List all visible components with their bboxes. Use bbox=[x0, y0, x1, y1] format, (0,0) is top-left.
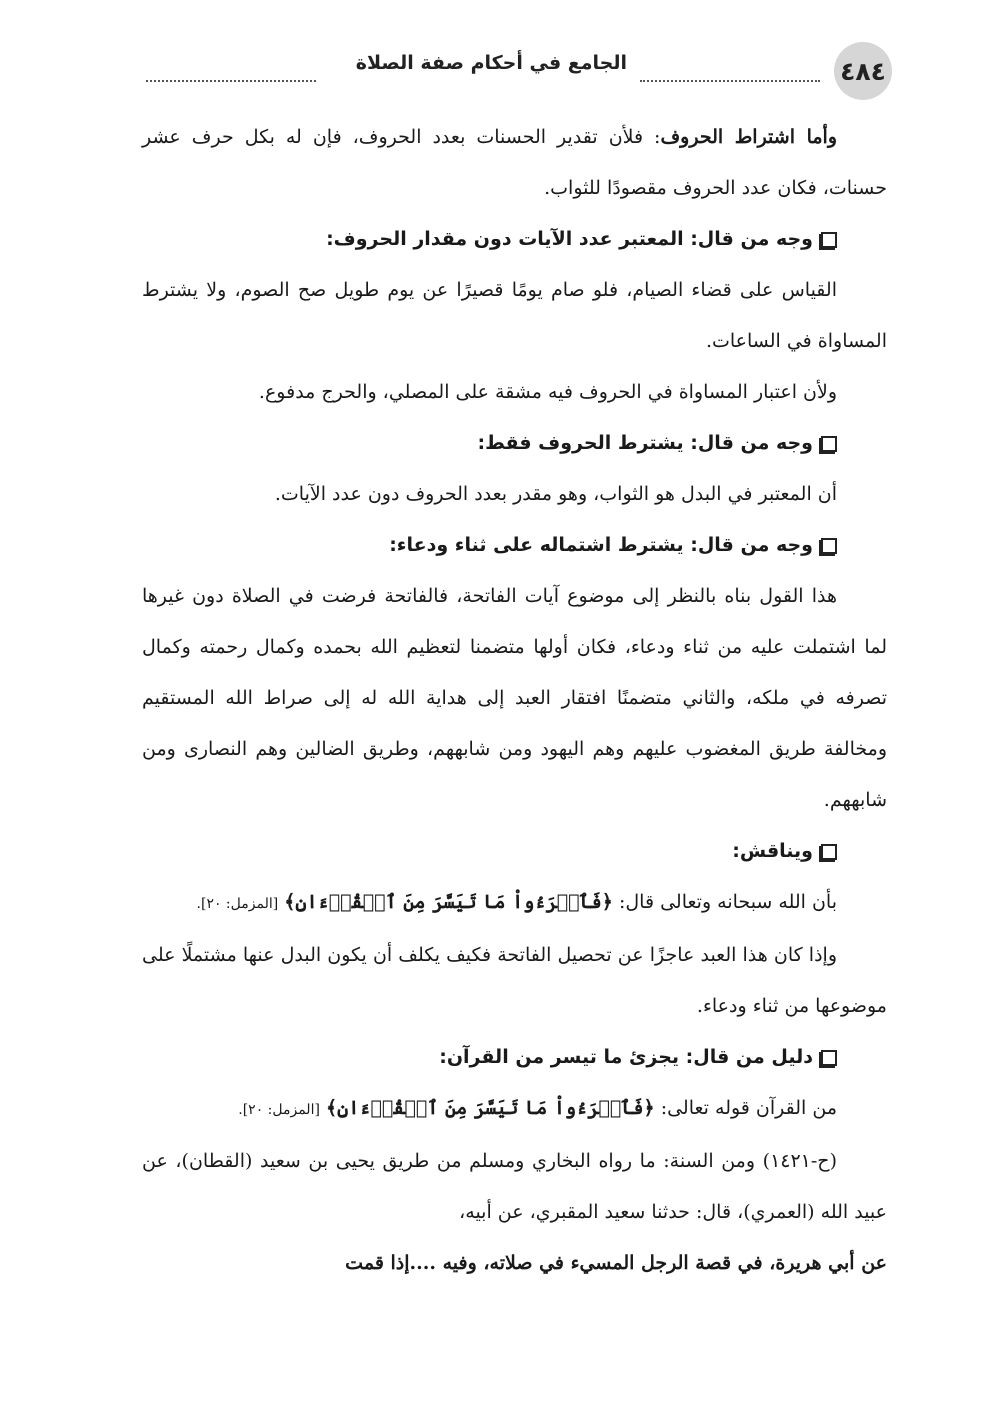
paragraph-hadith-chain: (ح-١٤٢١) ومن السنة: ما رواه البخاري ومسلم من طريق يحيى بن سعيد (القطان)، عن عبيد الله (العمري)، قال: حدثنا سعيد المقبري، عن أبيه، bbox=[142, 1150, 887, 1223]
section-heading-letters-only bbox=[142, 418, 887, 469]
paragraph-text: من القرآن قوله تعالى: bbox=[654, 1097, 837, 1119]
main-text bbox=[142, 112, 887, 1289]
paragraph-text: بأن الله سبحانه وتعالى قال: bbox=[612, 891, 837, 913]
heading-text: ويناقش: bbox=[732, 840, 813, 862]
heading-text: دليل من قال: يجزئ ما تيسر من القرآن: bbox=[439, 1046, 813, 1068]
quran-verse: ﴿فَٱقۡرَءُواْ مَا تَيَسَّرَ مِنَ ٱلۡقُرۡءَانِ﴾ bbox=[325, 1097, 655, 1119]
section-heading-praise-supplication bbox=[142, 520, 887, 571]
paragraph-lead-bold: وأما اشتراط الحروف bbox=[660, 126, 837, 148]
checkbox-bullet-icon bbox=[821, 844, 837, 860]
checkbox-bullet-icon bbox=[821, 1050, 837, 1066]
verse-reference: [المزمل: ٢٠]. bbox=[196, 896, 279, 912]
section-heading-whatever-easy bbox=[142, 1032, 887, 1083]
paragraph-incapable-servant: وإذا كان هذا العبد عاجزًا عن تحصيل الفاتحة فكيف يكلف أن يكون البدل عنها مشتملًا على موضوعها من ثناء ودعاء. bbox=[142, 944, 887, 1017]
heading-text: وجه من قال: يشترط الحروف فقط: bbox=[477, 432, 813, 454]
paragraph-hadith-text: عن أبي هريرة، في قصة الرجل المسيء في صلاته، وفيه ....إذا قمت bbox=[345, 1252, 887, 1274]
verse-reference: [المزمل: ٢٠]. bbox=[238, 1102, 320, 1118]
header-dotted-rule-right bbox=[640, 80, 820, 82]
heading-text: وجه من قال: يشترط اشتماله على ثناء ودعاء: bbox=[389, 534, 813, 556]
checkbox-bullet-icon bbox=[821, 232, 837, 248]
header-dotted-rule-left bbox=[146, 80, 316, 82]
checkbox-bullet-icon bbox=[821, 538, 837, 554]
paragraph-hardship: ولأن اعتبار المساواة في الحروف فيه مشقة على المصلي، والحرج مدفوع. bbox=[258, 381, 837, 403]
running-title: الجامع في أحكام صفة الصلاة bbox=[355, 52, 627, 74]
paragraph-reward: أن المعتبر في البدل هو الثواب، وهو مقدر بعدد الحروف دون عدد الآيات. bbox=[274, 483, 837, 505]
paragraph-fatiha-topics: هذا القول بناه بالنظر إلى موضوع آيات الفاتحة، فالفاتحة فرضت في الصلاة دون غيرها لما اشتملت عليه من ثناء ودعاء، فكان أولها متضمنا لتعظيم الله بحمده وكمال رحمته وكمال تصرفه في ملكه، والثاني متضمنًا افتقار العبد إلى هداية الله له إلى صراط الله المستقيم ومخالفة طريق المغضوب عليهم وهم اليهود ومن شابههم، وطريق الضالين وهم النصارى ومن شابههم. bbox=[142, 585, 887, 811]
paragraph-text: : فلأن تقدير الحسنات بعدد الحروف، فإن له بكل حرف عشر حسنات، فكان عدد الحروف مقصودًا للثواب. bbox=[142, 126, 887, 199]
checkbox-bullet-icon bbox=[821, 436, 837, 452]
section-heading-discussion bbox=[142, 826, 887, 877]
quran-verse: ﴿فَٱقۡرَءُواْ مَا تَيَسَّرَ مِنَ ٱلۡقُرۡءَانِ﴾ bbox=[284, 891, 613, 913]
page-header bbox=[140, 40, 892, 102]
page-number-badge: ٤٨٤ bbox=[834, 42, 892, 100]
section-heading-verses-count bbox=[142, 214, 887, 265]
heading-text: وجه من قال: المعتبر عدد الآيات دون مقدار الحروف: bbox=[326, 228, 813, 250]
paragraph-verse-citation bbox=[142, 877, 887, 930]
paragraph-fasting-analogy: القياس على قضاء الصيام، فلو صام يومًا قصيرًا عن يوم طويل صح الصوم، ولا يشترط المساواة في الساعات. bbox=[142, 279, 887, 352]
paragraph-letters-condition bbox=[142, 112, 887, 214]
paragraph-quran-evidence bbox=[142, 1083, 887, 1136]
